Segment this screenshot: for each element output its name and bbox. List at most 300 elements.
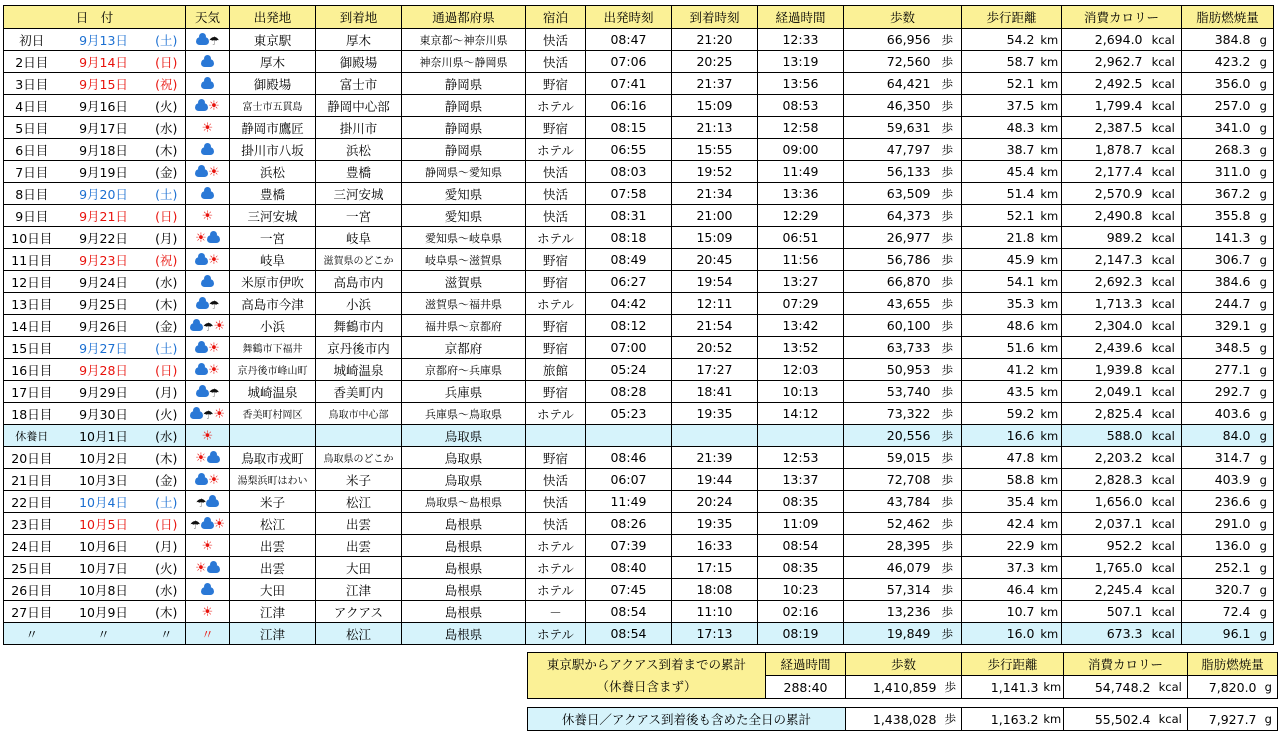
steps[interactable]: 64,373 [844,205,934,227]
depart-place[interactable]: 豊橋 [230,183,316,205]
date[interactable]: 10月8日 [60,579,148,601]
steps[interactable]: 59,015 [844,447,934,469]
summary1-elapsed[interactable]: 288:40 [766,676,846,699]
arrive-place[interactable] [316,425,402,447]
day-of-week[interactable]: (日) [148,513,186,535]
date[interactable]: 9月24日 [60,271,148,293]
steps[interactable]: 63,509 [844,183,934,205]
depart-time[interactable]: 08:15 [586,117,672,139]
arrive-time[interactable]: 15:09 [672,227,758,249]
depart-place[interactable]: 大田 [230,579,316,601]
prefectures[interactable]: 島根県 [402,513,526,535]
steps[interactable]: 13,236 [844,601,934,623]
day-label[interactable]: 11日目 [4,249,60,271]
depart-time[interactable]: 08:49 [586,249,672,271]
elapsed-time[interactable]: 14:12 [758,403,844,425]
depart-place[interactable]: 鳥取市戎町 [230,447,316,469]
lodging[interactable]: 快活 [526,491,586,513]
fat-burned[interactable]: 384.6 [1182,271,1254,293]
date[interactable]: 9月20日 [60,183,148,205]
calories[interactable]: 989.2 [1062,227,1146,249]
date[interactable]: 9月21日 [60,205,148,227]
date[interactable]: 10月3日 [60,469,148,491]
distance[interactable]: 58.7 [962,51,1038,73]
steps[interactable]: 66,956 [844,29,934,51]
date[interactable]: 10月2日 [60,447,148,469]
col-header-arrive-place[interactable]: 到着地 [316,6,402,29]
arrive-place[interactable]: 松江 [316,491,402,513]
depart-time[interactable]: 05:24 [586,359,672,381]
day-label[interactable]: 14日目 [4,315,60,337]
day-label[interactable]: 3日目 [4,73,60,95]
steps[interactable]: 50,953 [844,359,934,381]
depart-place[interactable]: 御殿場 [230,73,316,95]
arrive-place[interactable]: 城崎温泉 [316,359,402,381]
date[interactable]: 〃 [60,623,148,645]
day-label[interactable]: 4日目 [4,95,60,117]
lodging[interactable]: 野宿 [526,73,586,95]
date[interactable]: 9月23日 [60,249,148,271]
arrive-place[interactable]: 鳥取県のどこか [316,447,402,469]
steps[interactable]: 46,079 [844,557,934,579]
arrive-time[interactable]: 21:13 [672,117,758,139]
arrive-place[interactable]: 御殿場 [316,51,402,73]
prefectures[interactable]: 岐阜県～滋賀県 [402,249,526,271]
day-of-week[interactable]: (祝) [148,249,186,271]
elapsed-time[interactable]: 08:35 [758,557,844,579]
arrive-place[interactable]: 大田 [316,557,402,579]
depart-time[interactable]: 08:03 [586,161,672,183]
arrive-time[interactable] [672,425,758,447]
depart-time[interactable]: 07:58 [586,183,672,205]
fat-burned[interactable]: 356.0 [1182,73,1254,95]
calories[interactable]: 1,939.8 [1062,359,1146,381]
col-header-steps[interactable]: 歩数 [844,6,962,29]
fat-burned[interactable]: 96.1 [1182,623,1254,645]
steps[interactable]: 52,462 [844,513,934,535]
depart-time[interactable]: 07:06 [586,51,672,73]
lodging[interactable]: ホテル [526,579,586,601]
day-of-week[interactable]: (土) [148,491,186,513]
calories[interactable]: 507.1 [1062,601,1146,623]
fat-burned[interactable]: 320.7 [1182,579,1254,601]
steps[interactable]: 56,786 [844,249,934,271]
fat-burned[interactable]: 384.8 [1182,29,1254,51]
elapsed-time[interactable]: 12:03 [758,359,844,381]
depart-time[interactable]: 06:16 [586,95,672,117]
day-of-week[interactable]: (日) [148,359,186,381]
fat-burned[interactable]: 268.3 [1182,139,1254,161]
elapsed-time[interactable]: 08:35 [758,491,844,513]
depart-time[interactable]: 08:31 [586,205,672,227]
fat-burned[interactable]: 136.0 [1182,535,1254,557]
calories[interactable]: 673.3 [1062,623,1146,645]
day-label[interactable]: 8日目 [4,183,60,205]
arrive-time[interactable]: 15:55 [672,139,758,161]
date[interactable]: 9月29日 [60,381,148,403]
day-label[interactable]: 休養日 [4,425,60,447]
depart-time[interactable]: 08:46 [586,447,672,469]
elapsed-time[interactable]: 10:13 [758,381,844,403]
depart-place[interactable]: 一宮 [230,227,316,249]
depart-place[interactable]: 江津 [230,623,316,645]
lodging[interactable]: 快活 [526,29,586,51]
elapsed-time[interactable]: 11:09 [758,513,844,535]
arrive-place[interactable]: アクアス [316,601,402,623]
depart-time[interactable]: 08:54 [586,623,672,645]
fat-burned[interactable]: 403.6 [1182,403,1254,425]
distance[interactable]: 54.2 [962,29,1038,51]
lodging[interactable]: ホテル [526,557,586,579]
date[interactable]: 10月4日 [60,491,148,513]
elapsed-time[interactable]: 13:42 [758,315,844,337]
day-label[interactable]: 20日目 [4,447,60,469]
prefectures[interactable]: 鳥取県 [402,469,526,491]
date[interactable]: 9月17日 [60,117,148,139]
depart-place[interactable]: 富士市五貫島 [230,95,316,117]
elapsed-time[interactable]: 07:29 [758,293,844,315]
prefectures[interactable]: 愛知県 [402,205,526,227]
prefectures[interactable]: 愛知県～岐阜県 [402,227,526,249]
day-of-week[interactable]: (水) [148,271,186,293]
arrive-place[interactable]: 米子 [316,469,402,491]
lodging[interactable]: 野宿 [526,271,586,293]
day-of-week[interactable]: (金) [148,469,186,491]
distance[interactable]: 51.6 [962,337,1038,359]
date[interactable]: 9月30日 [60,403,148,425]
prefectures[interactable]: 愛知県 [402,183,526,205]
prefectures[interactable]: 静岡県～愛知県 [402,161,526,183]
elapsed-time[interactable]: 08:54 [758,535,844,557]
day-of-week[interactable]: (木) [148,447,186,469]
lodging[interactable]: ホテル [526,403,586,425]
prefectures[interactable]: 京都府～兵庫県 [402,359,526,381]
prefectures[interactable]: 島根県 [402,579,526,601]
calories[interactable]: 2,203.2 [1062,447,1146,469]
fat-burned[interactable]: 277.1 [1182,359,1254,381]
day-of-week[interactable]: (火) [148,403,186,425]
arrive-time[interactable]: 20:24 [672,491,758,513]
day-label[interactable]: 9日目 [4,205,60,227]
day-label[interactable]: 24日目 [4,535,60,557]
prefectures[interactable]: 兵庫県～鳥取県 [402,403,526,425]
day-label[interactable]: 6日目 [4,139,60,161]
depart-time[interactable]: 06:27 [586,271,672,293]
elapsed-time[interactable]: 10:23 [758,579,844,601]
elapsed-time[interactable]: 11:56 [758,249,844,271]
day-of-week[interactable]: (土) [148,337,186,359]
summary1-header-fat[interactable]: 脂肪燃焼量 [1188,653,1278,676]
lodging[interactable]: 快活 [526,513,586,535]
arrive-place[interactable]: 出雲 [316,535,402,557]
elapsed-time[interactable]: 11:49 [758,161,844,183]
depart-time[interactable]: 07:39 [586,535,672,557]
lodging[interactable]: ホテル [526,623,586,645]
calories[interactable]: 2,037.1 [1062,513,1146,535]
steps[interactable]: 46,350 [844,95,934,117]
distance[interactable]: 16.0 [962,623,1038,645]
fat-burned[interactable]: 306.7 [1182,249,1254,271]
calories[interactable]: 2,439.6 [1062,337,1146,359]
prefectures[interactable]: 静岡県 [402,95,526,117]
lodging[interactable]: 野宿 [526,381,586,403]
depart-time[interactable]: 08:54 [586,601,672,623]
depart-time[interactable]: 06:55 [586,139,672,161]
elapsed-time[interactable]: 08:19 [758,623,844,645]
arrive-time[interactable]: 18:08 [672,579,758,601]
prefectures[interactable]: 静岡県 [402,73,526,95]
day-label[interactable]: 27日目 [4,601,60,623]
fat-burned[interactable]: 72.4 [1182,601,1254,623]
day-of-week[interactable]: (祝) [148,73,186,95]
depart-time[interactable]: 08:18 [586,227,672,249]
arrive-time[interactable]: 21:37 [672,73,758,95]
distance[interactable]: 45.4 [962,161,1038,183]
day-label[interactable]: 17日目 [4,381,60,403]
depart-place[interactable]: 米原市伊吹 [230,271,316,293]
distance[interactable]: 38.7 [962,139,1038,161]
steps[interactable]: 57,314 [844,579,934,601]
day-of-week[interactable]: (火) [148,557,186,579]
col-header-elapsed[interactable]: 経過時間 [758,6,844,29]
day-of-week[interactable]: (金) [148,315,186,337]
day-of-week[interactable]: (水) [148,425,186,447]
arrive-time[interactable]: 12:11 [672,293,758,315]
arrive-place[interactable]: 静岡中心部 [316,95,402,117]
day-of-week[interactable]: (土) [148,29,186,51]
lodging[interactable]: 旅館 [526,359,586,381]
arrive-time[interactable]: 11:10 [672,601,758,623]
arrive-time[interactable]: 20:25 [672,51,758,73]
summary1-fat[interactable]: 7,820.0 [1188,676,1260,699]
arrive-time[interactable]: 17:27 [672,359,758,381]
depart-time[interactable]: 04:42 [586,293,672,315]
col-header-date[interactable]: 日 付 [4,6,186,29]
arrive-time[interactable]: 20:45 [672,249,758,271]
calories[interactable]: 2,049.1 [1062,381,1146,403]
depart-time[interactable]: 07:45 [586,579,672,601]
summary1-header-distance[interactable]: 歩行距離 [962,653,1064,676]
distance[interactable]: 43.5 [962,381,1038,403]
arrive-place[interactable]: 掛川市 [316,117,402,139]
col-header-depart-place[interactable]: 出発地 [230,6,316,29]
day-of-week[interactable]: (月) [148,227,186,249]
lodging[interactable]: 快活 [526,469,586,491]
lodging[interactable]: ホテル [526,293,586,315]
depart-time[interactable]: 05:23 [586,403,672,425]
depart-time[interactable]: 08:26 [586,513,672,535]
date[interactable]: 9月19日 [60,161,148,183]
fat-burned[interactable]: 423.2 [1182,51,1254,73]
day-label[interactable]: 10日目 [4,227,60,249]
elapsed-time[interactable]: 13:36 [758,183,844,205]
steps[interactable]: 72,560 [844,51,934,73]
prefectures[interactable]: 島根県 [402,535,526,557]
summary2-steps[interactable]: 1,438,028 [846,708,940,731]
fat-burned[interactable]: 314.7 [1182,447,1254,469]
distance[interactable]: 16.6 [962,425,1038,447]
calories[interactable]: 952.2 [1062,535,1146,557]
depart-place[interactable]: 厚木 [230,51,316,73]
day-label[interactable]: 2日目 [4,51,60,73]
summary1-header-steps[interactable]: 歩数 [846,653,962,676]
depart-place[interactable]: 香美町村岡区 [230,403,316,425]
depart-place[interactable]: 小浜 [230,315,316,337]
depart-place[interactable]: 江津 [230,601,316,623]
elapsed-time[interactable]: 13:19 [758,51,844,73]
lodging[interactable]: 野宿 [526,337,586,359]
steps[interactable]: 60,100 [844,315,934,337]
fat-burned[interactable]: 348.5 [1182,337,1254,359]
fat-burned[interactable]: 341.0 [1182,117,1254,139]
calories[interactable]: 2,304.0 [1062,315,1146,337]
arrive-time[interactable]: 21:54 [672,315,758,337]
calories[interactable]: 2,962.7 [1062,51,1146,73]
depart-place[interactable]: 京丹後市峰山町 [230,359,316,381]
day-label[interactable]: 21日目 [4,469,60,491]
date[interactable]: 9月16日 [60,95,148,117]
arrive-place[interactable]: 松江 [316,623,402,645]
day-of-week[interactable]: (火) [148,95,186,117]
depart-place[interactable]: 出雲 [230,557,316,579]
lodging[interactable]: － [526,601,586,623]
col-header-distance[interactable]: 歩行距離 [962,6,1062,29]
prefectures[interactable]: 鳥取県 [402,425,526,447]
elapsed-time[interactable]: 13:37 [758,469,844,491]
calories[interactable]: 2,492.5 [1062,73,1146,95]
depart-place[interactable]: 舞鶴市下福井 [230,337,316,359]
summary2-fat[interactable]: 7,927.7 [1188,708,1260,731]
depart-place[interactable]: 城崎温泉 [230,381,316,403]
date[interactable]: 10月9日 [60,601,148,623]
elapsed-time[interactable]: 13:27 [758,271,844,293]
depart-place[interactable]: 三河安城 [230,205,316,227]
calories[interactable]: 2,825.4 [1062,403,1146,425]
lodging[interactable]: 快活 [526,183,586,205]
depart-time[interactable] [586,425,672,447]
fat-burned[interactable]: 291.0 [1182,513,1254,535]
calories[interactable]: 1,656.0 [1062,491,1146,513]
arrive-place[interactable]: 高島市内 [316,271,402,293]
distance[interactable]: 45.9 [962,249,1038,271]
day-label[interactable]: 15日目 [4,337,60,359]
prefectures[interactable]: 京都府 [402,337,526,359]
day-label[interactable]: 23日目 [4,513,60,535]
col-header-fat[interactable]: 脂肪燃焼量 [1182,6,1274,29]
summary1-distance[interactable]: 1,141.3 [962,676,1042,699]
depart-place[interactable]: 静岡市鷹匠 [230,117,316,139]
arrive-place[interactable]: 鳥取市中心部 [316,403,402,425]
arrive-time[interactable]: 19:54 [672,271,758,293]
col-header-calories[interactable]: 消費カロリー [1062,6,1182,29]
prefectures[interactable]: 神奈川県～静岡県 [402,51,526,73]
distance[interactable]: 41.2 [962,359,1038,381]
depart-place[interactable] [230,425,316,447]
day-label[interactable]: 16日目 [4,359,60,381]
date[interactable]: 9月18日 [60,139,148,161]
steps[interactable]: 63,733 [844,337,934,359]
elapsed-time[interactable]: 06:51 [758,227,844,249]
distance[interactable]: 52.1 [962,73,1038,95]
arrive-time[interactable]: 17:13 [672,623,758,645]
col-header-prefectures[interactable]: 通過都府県 [402,6,526,29]
lodging[interactable]: 快活 [526,205,586,227]
distance[interactable]: 35.4 [962,491,1038,513]
arrive-place[interactable]: 一宮 [316,205,402,227]
day-of-week[interactable]: (土) [148,183,186,205]
depart-time[interactable]: 07:41 [586,73,672,95]
summary2-calories[interactable]: 55,502.4 [1064,708,1154,731]
arrive-place[interactable]: 舞鶴市内 [316,315,402,337]
summary1-header-calories[interactable]: 消費カロリー [1064,653,1188,676]
elapsed-time[interactable]: 02:16 [758,601,844,623]
lodging[interactable]: ホテル [526,535,586,557]
calories[interactable]: 2,828.3 [1062,469,1146,491]
day-of-week[interactable]: (金) [148,161,186,183]
prefectures[interactable]: 静岡県 [402,139,526,161]
fat-burned[interactable]: 292.7 [1182,381,1254,403]
steps[interactable]: 20,556 [844,425,934,447]
day-label[interactable]: 18日目 [4,403,60,425]
day-label[interactable]: 25日目 [4,557,60,579]
elapsed-time[interactable]: 09:00 [758,139,844,161]
day-label[interactable]: 7日目 [4,161,60,183]
arrive-time[interactable]: 20:52 [672,337,758,359]
distance[interactable]: 42.4 [962,513,1038,535]
date[interactable]: 9月25日 [60,293,148,315]
day-of-week[interactable]: (水) [148,579,186,601]
date[interactable]: 10月5日 [60,513,148,535]
prefectures[interactable]: 東京都～神奈川県 [402,29,526,51]
day-of-week[interactable]: (木) [148,293,186,315]
steps[interactable]: 53,740 [844,381,934,403]
prefectures[interactable]: 福井県～京都府 [402,315,526,337]
day-of-week[interactable]: (日) [148,205,186,227]
prefectures[interactable]: 静岡県 [402,117,526,139]
distance[interactable]: 48.6 [962,315,1038,337]
fat-burned[interactable]: 403.9 [1182,469,1254,491]
day-label[interactable]: 26日目 [4,579,60,601]
arrive-time[interactable]: 17:15 [672,557,758,579]
distance[interactable]: 59.2 [962,403,1038,425]
fat-burned[interactable]: 141.3 [1182,227,1254,249]
date[interactable]: 9月28日 [60,359,148,381]
lodging[interactable]: 快活 [526,51,586,73]
lodging[interactable]: ホテル [526,227,586,249]
day-label[interactable]: 5日目 [4,117,60,139]
date[interactable]: 9月26日 [60,315,148,337]
steps[interactable]: 56,133 [844,161,934,183]
arrive-place[interactable]: 浜松 [316,139,402,161]
date[interactable]: 9月14日 [60,51,148,73]
prefectures[interactable]: 島根県 [402,557,526,579]
calories[interactable]: 2,570.9 [1062,183,1146,205]
fat-burned[interactable]: 257.0 [1182,95,1254,117]
date[interactable]: 10月1日 [60,425,148,447]
depart-place[interactable]: 松江 [230,513,316,535]
distance[interactable]: 58.8 [962,469,1038,491]
date[interactable]: 9月15日 [60,73,148,95]
fat-burned[interactable]: 252.1 [1182,557,1254,579]
arrive-time[interactable]: 21:00 [672,205,758,227]
depart-place[interactable]: 米子 [230,491,316,513]
lodging[interactable]: 野宿 [526,315,586,337]
lodging[interactable]: ホテル [526,95,586,117]
distance[interactable]: 46.4 [962,579,1038,601]
depart-time[interactable]: 11:49 [586,491,672,513]
summary1-header-elapsed[interactable]: 経過時間 [766,653,846,676]
steps[interactable]: 28,395 [844,535,934,557]
